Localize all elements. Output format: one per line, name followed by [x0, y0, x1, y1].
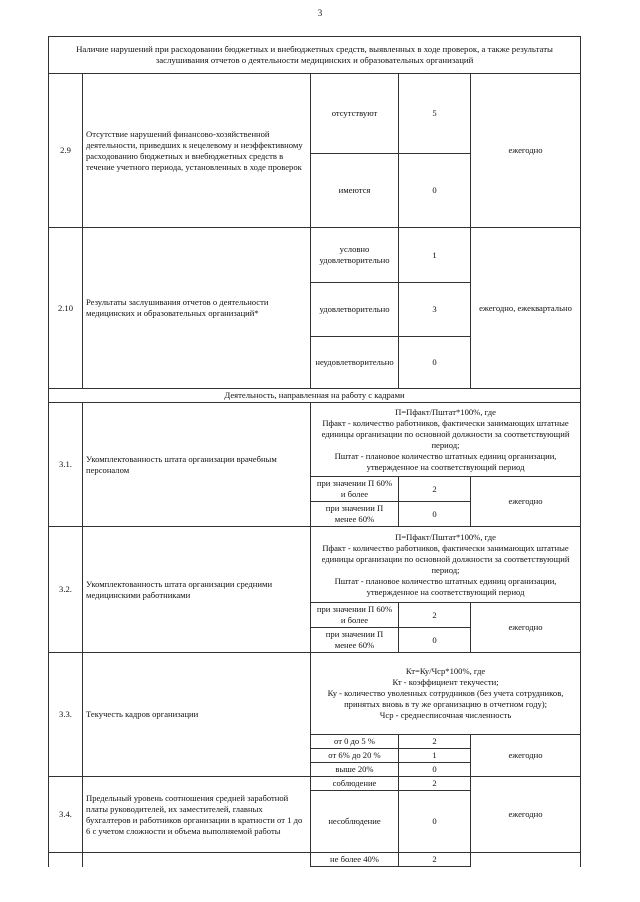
- option-score: 0: [399, 628, 471, 653]
- option-score: 0: [399, 763, 471, 777]
- table-header-row: [49, 37, 581, 74]
- formula-line: Ку - количество уволенных сотрудников (без учета сотрудников, принятых вновь в ту же организацию в отчетном году);: [327, 688, 564, 709]
- formula: [311, 403, 581, 477]
- option-label: не более 40%: [311, 853, 399, 867]
- option-score: 0: [399, 154, 471, 228]
- table-row: [49, 527, 581, 603]
- option-score: 0: [399, 337, 471, 389]
- option-label: от 0 до 5 %: [311, 735, 399, 749]
- table-row: [49, 403, 581, 477]
- section-title: Деятельность, направленная на работу с кадрами: [49, 389, 581, 403]
- option-label: при значении П менее 60%: [311, 628, 399, 653]
- option-label: отсутствуют: [311, 74, 399, 154]
- period: ежегодно: [471, 74, 581, 228]
- table-row: [49, 228, 581, 283]
- row-number: 3.1.: [49, 403, 83, 527]
- option-label: имеются: [311, 154, 399, 228]
- formula-line: П=Пфакт/Пштат*100%, где: [395, 406, 496, 417]
- section-row: [49, 389, 581, 403]
- criterion-name: Предельный уровень соотношения средней заработной платы руководителей, их заместителей, главных бухгалтеров и работников организации в кратности от 1 до 6 с учетом сложности и объема выполняемой работы: [83, 777, 311, 853]
- criterion-name: Укомплектованность штата организации врачебным персоналом: [83, 403, 311, 527]
- row-number: 2.9: [49, 74, 83, 228]
- table-row: [49, 653, 581, 735]
- row-number: 3.3.: [49, 653, 83, 777]
- criterion-name: Укомплектованность штата организации средними медицинскими работниками: [83, 527, 311, 653]
- period: ежегодно: [471, 735, 581, 777]
- option-label: неудовлетворительно: [311, 337, 399, 389]
- formula: [311, 653, 581, 735]
- row-number: [49, 853, 83, 867]
- option-label: при значении П 60% и более: [311, 603, 399, 628]
- option-score: 2: [399, 853, 471, 867]
- option-score: 1: [399, 749, 471, 763]
- option-score: 2: [399, 777, 471, 791]
- formula-line: Кт=Ку/Чср*100%, где: [405, 666, 486, 676]
- formula-line: Пфакт - количество работников, фактически занимающих штатные единицы организации по основной должности за соответствующий период;: [321, 542, 570, 575]
- formula-line: Пштат - плановое количество штатных единиц организации, утвержденное на соответствующий период: [334, 575, 557, 597]
- period: ежегодно: [471, 603, 581, 653]
- option-label: при значении П 60% и более: [311, 477, 399, 502]
- row-number: 3.2.: [49, 527, 83, 653]
- option-score: 5: [399, 74, 471, 154]
- option-score: 2: [399, 735, 471, 749]
- criterion-name: Результаты заслушивания отчетов о деятельности медицинских и образовательных организаций*: [83, 228, 311, 389]
- option-score: 0: [399, 791, 471, 853]
- formula-line: П=Пфакт/Пштат*100%, где: [395, 531, 496, 542]
- formula-line: Кт - коэффициент текучести;: [392, 677, 499, 687]
- option-label: выше 20%: [311, 763, 399, 777]
- row-number: 2.10: [49, 228, 83, 389]
- page-number: 3: [317, 8, 323, 18]
- option-label: условно удовлетворительно: [311, 228, 399, 283]
- formula-line: Чср - среднесписочная численность: [379, 710, 512, 720]
- option-score: 0: [399, 502, 471, 527]
- option-label: соблюдение: [311, 777, 399, 791]
- option-score: 2: [399, 477, 471, 502]
- criterion-name: [83, 853, 311, 867]
- table-row: [49, 74, 581, 154]
- period: ежегодно: [471, 477, 581, 527]
- option-score: 3: [399, 283, 471, 337]
- option-label: удовлетворительно: [311, 283, 399, 337]
- criterion-name: Отсутствие нарушений финансово-хозяйственной деятельности, приведших к нецелевому и неэффективному расходованию бюджетных и внебюджетных средств в течение учетного периода, установленных в ходе проверок: [83, 74, 311, 228]
- period: ежегодно, ежеквартально: [471, 228, 581, 389]
- row-number: 3.4.: [49, 777, 83, 853]
- table-row: [49, 853, 581, 867]
- option-score: 2: [399, 603, 471, 628]
- formula-line: Пштат - плановое количество штатных единиц организации, утвержденное на соответствующий период: [334, 450, 557, 472]
- option-label: при значении П менее 60%: [311, 502, 399, 527]
- table-header: Наличие нарушений при расходовании бюджетных и внебюджетных средств, выявленных в ходе проверок, а также результаты заслушивания отчетов о деятельности медицинских и образовательных организаций: [49, 37, 581, 74]
- formula-line: Пфакт - количество работников, фактически занимающих штатные единицы организации по основной должности за соответствующий период;: [321, 417, 570, 450]
- option-score: 1: [399, 228, 471, 283]
- option-label: несоблюдение: [311, 791, 399, 853]
- criterion-name: Текучесть кадров организации: [83, 653, 311, 777]
- period: [471, 853, 581, 867]
- criteria-table: [48, 36, 581, 867]
- table-row: [49, 777, 581, 791]
- period: ежегодно: [471, 777, 581, 853]
- option-label: от 6% до 20 %: [311, 749, 399, 763]
- formula: [311, 527, 581, 603]
